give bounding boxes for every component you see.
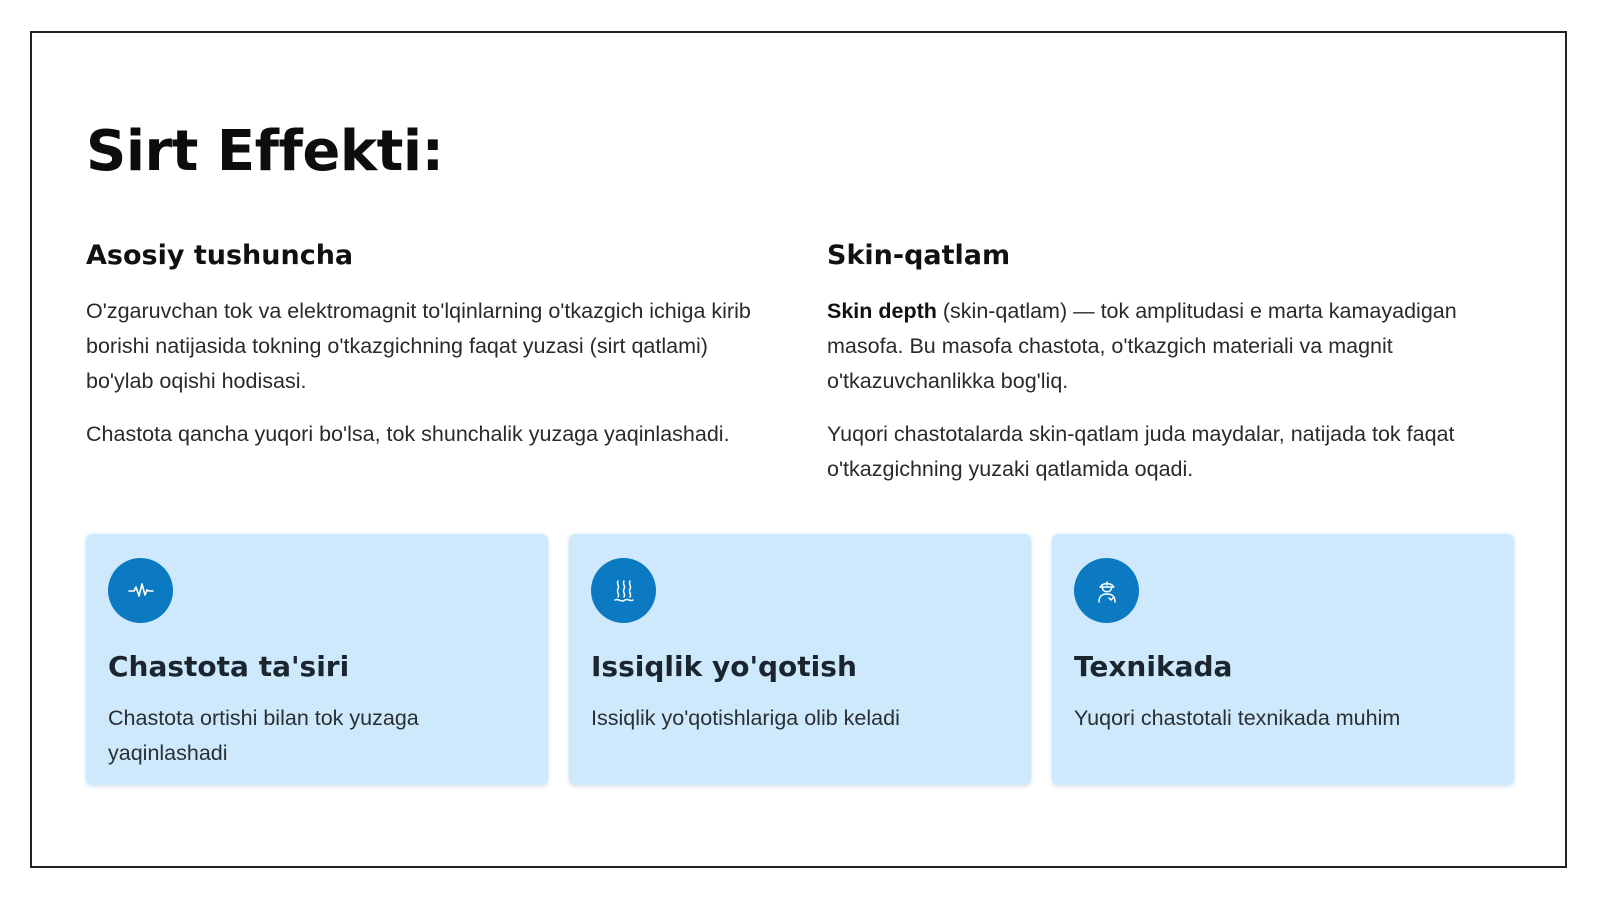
left-column (86, 238, 766, 470)
engineer-icon (1074, 558, 1139, 623)
left-column-paragraph-1: O'zgaruvchan tok va elektromagnit to'lqinlarning o'tkazgich ichiga kirib borishi natijasida tokning o'tkazgichning faqat yuzasi (sirt qatlami) bo'ylab oqishi hodisasi. (86, 299, 751, 393)
left-column-heading: Asosiy tushuncha (86, 240, 354, 271)
waveform-icon (108, 558, 173, 623)
card-text: Chastota ortishi bilan tok yuzaga yaqinlashadi (108, 706, 419, 765)
card-frequency-effect (86, 534, 548, 785)
right-column-heading: Skin-qatlam (827, 240, 1011, 271)
card-title: Issiqlik yo'qotish (591, 650, 857, 683)
card-in-technology (1052, 534, 1514, 785)
left-column-paragraph-2: Chastota qancha yuqori bo'lsa, tok shunchalik yuzaga yaqinlashadi. (86, 422, 730, 446)
right-column (827, 238, 1507, 505)
slide-title: Sirt Effekti: (86, 119, 444, 184)
right-column-paragraph-1 (827, 294, 1507, 399)
card-heat-loss (569, 534, 1031, 785)
feature-cards (86, 534, 1514, 785)
heat-waves-icon (591, 558, 656, 623)
right-column-paragraph-2: Yuqori chastotalarda skin-qatlam juda maydalar, natijada tok faqat o'tkazgichning yuzaki qatlamida oqadi. (827, 422, 1455, 481)
skin-depth-definition: (skin-qatlam) — tok amplitudasi e marta kamayadigan masofa. Bu masofa chastota, o'tkazgich materiali va magnit o'tkazuvchanlikka bog'liq. (827, 299, 1457, 393)
card-title: Texnikada (1074, 650, 1233, 683)
card-text: Yuqori chastotali texnikada muhim (1074, 706, 1401, 730)
card-title: Chastota ta'siri (108, 650, 350, 683)
card-text: Issiqlik yo'qotishlariga olib keladi (591, 706, 900, 730)
skin-depth-term: Skin depth (827, 299, 937, 323)
